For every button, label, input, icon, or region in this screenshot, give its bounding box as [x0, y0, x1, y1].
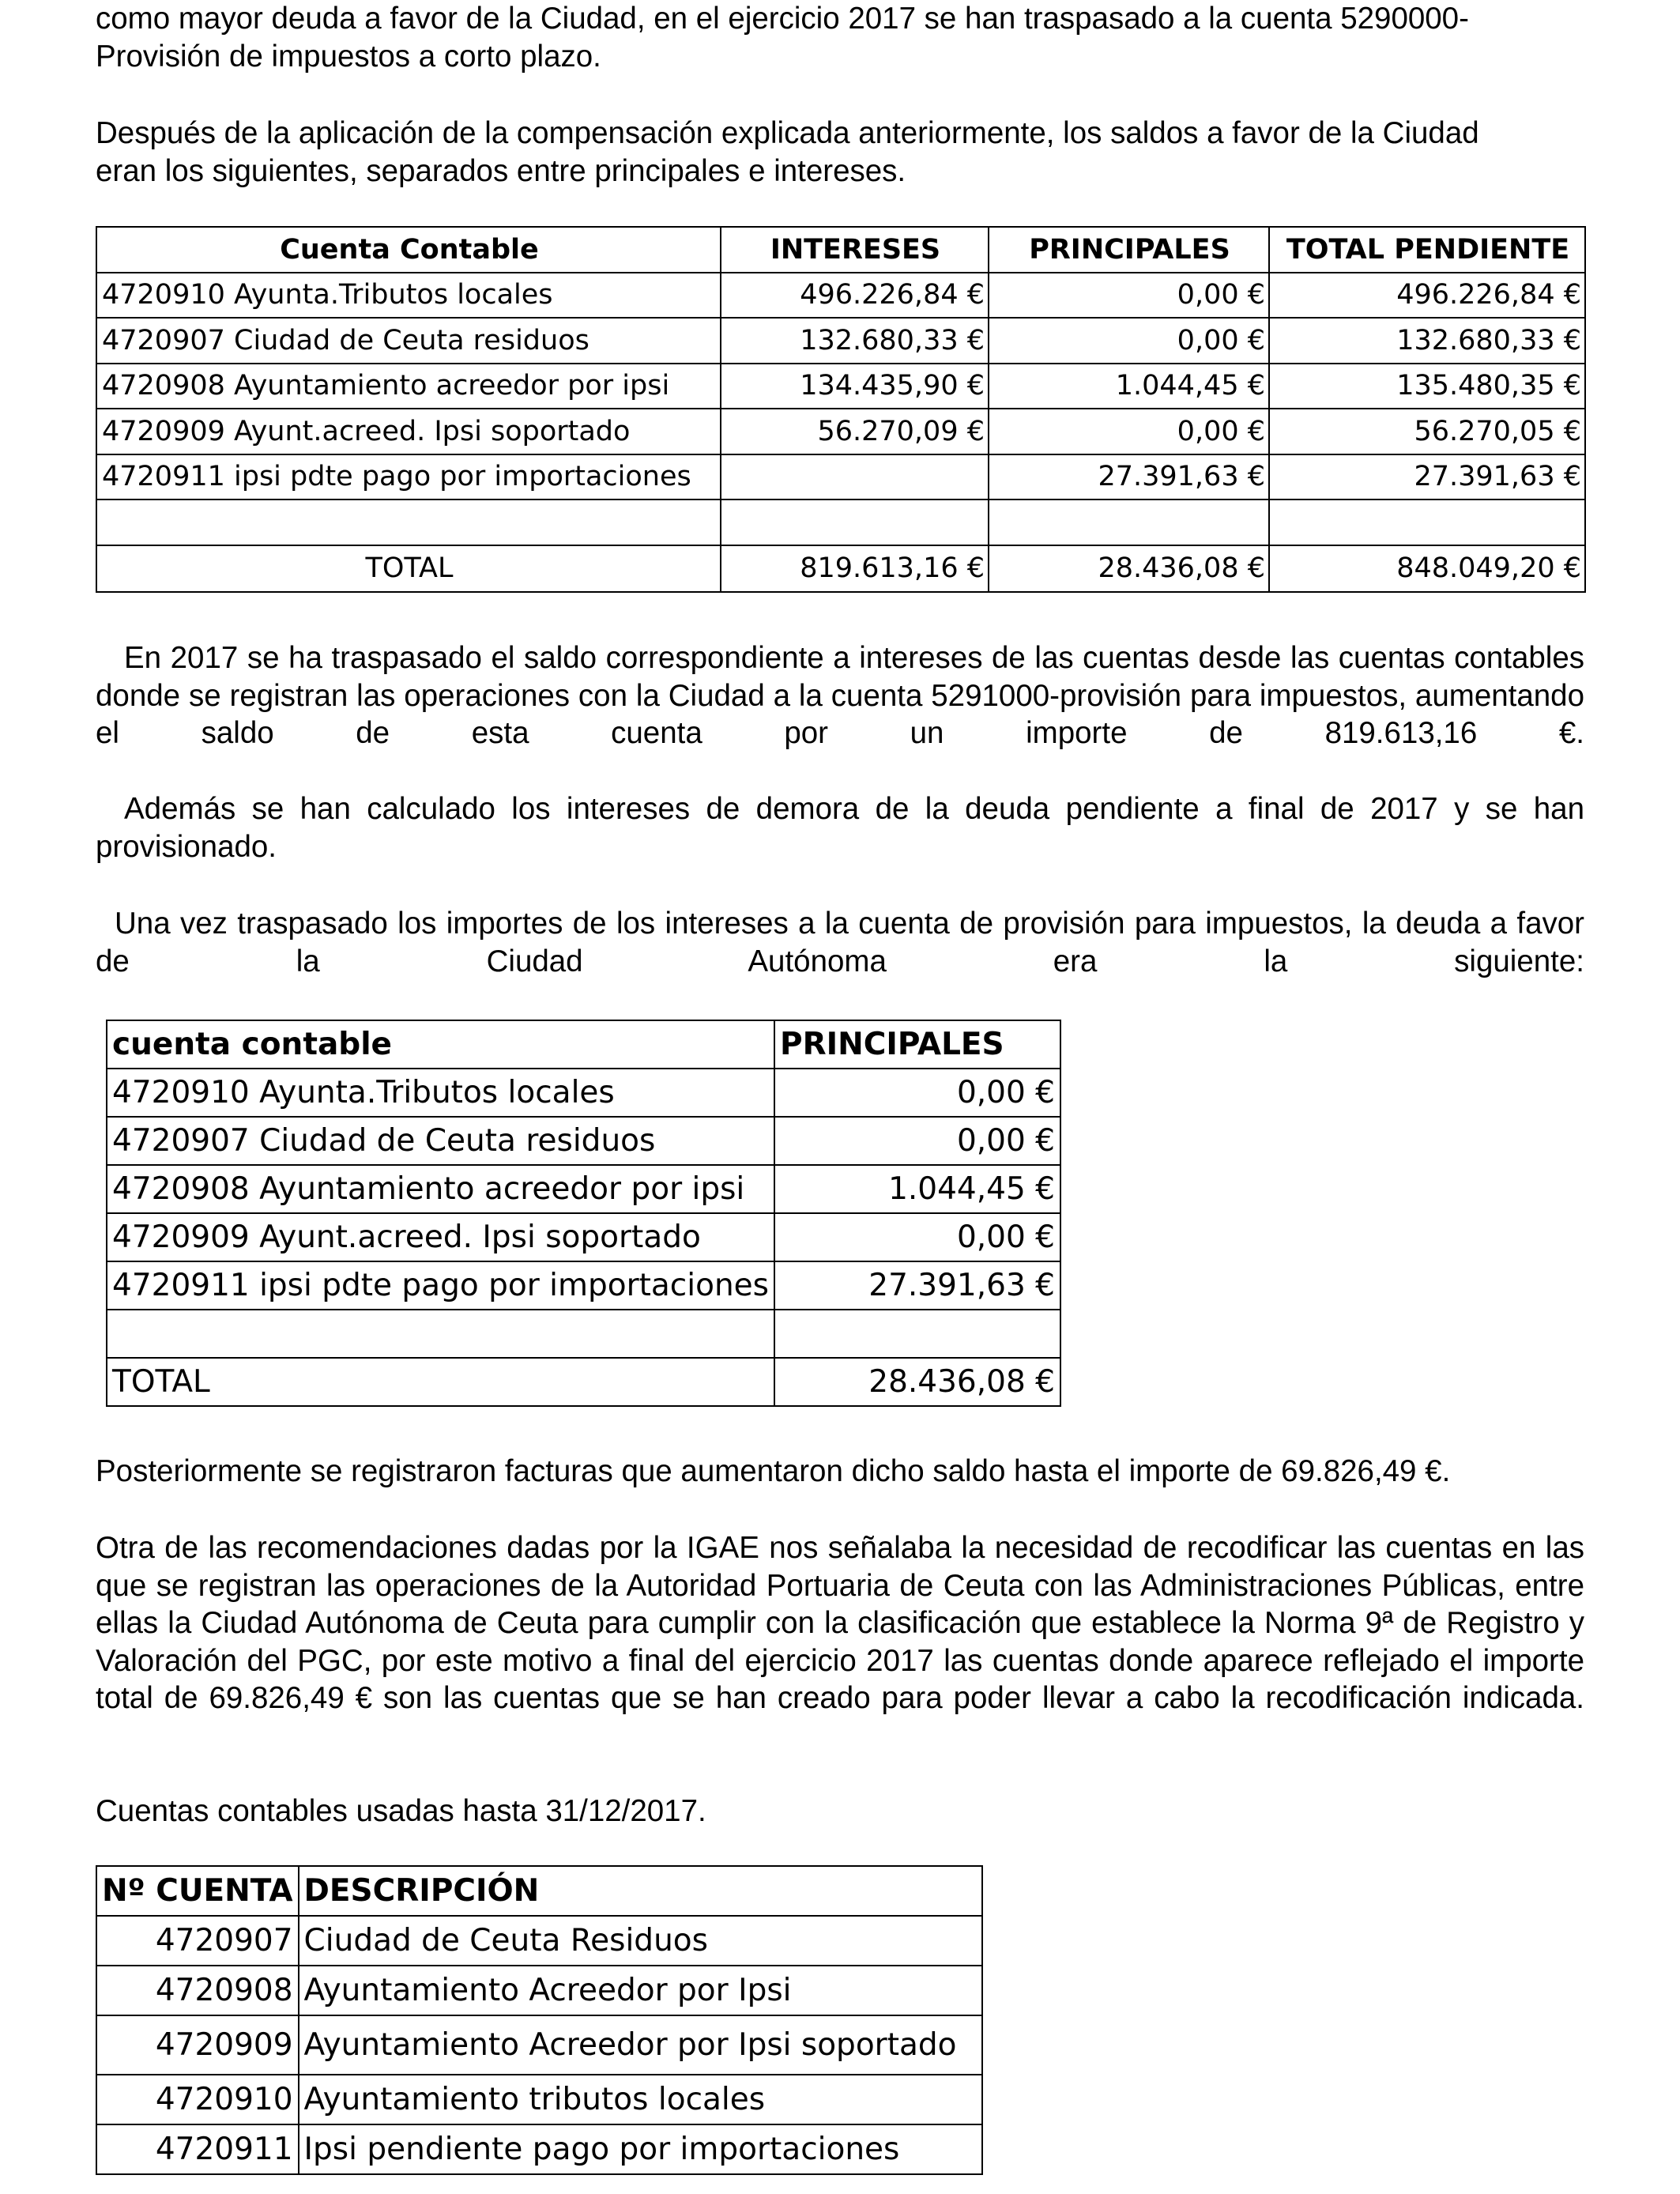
cell-description: Ayuntamiento Acreedor por Ipsi soportado [299, 2015, 982, 2075]
table-row [96, 2015, 982, 2075]
cell-account: 4720910 Ayunta.Tributos locales [96, 273, 721, 319]
cell-description: Ciudad de Ceuta Residuos [299, 1916, 982, 1966]
table-row [96, 409, 1585, 454]
table-row [96, 1966, 982, 2015]
total-row [96, 545, 1585, 592]
total-label: TOTAL [96, 545, 721, 592]
header-numero-cuenta: Nº CUENTA [96, 1866, 299, 1916]
cell-account: 4720909 Ayunt.acreed. Ipsi soportado [96, 409, 721, 454]
cell-account-number: 4720908 [96, 1966, 299, 2015]
table-row [107, 1261, 1060, 1310]
cell-principales: 0,00 € [774, 1213, 1060, 1261]
cell-intereses: 132.680,33 € [721, 318, 989, 364]
table-row [96, 364, 1585, 409]
total-principales: 28.436,08 € [989, 545, 1269, 592]
total-pendiente: 848.049,20 € [1269, 545, 1585, 592]
table-row [96, 454, 1585, 500]
paragraph-intro: como mayor deuda a favor de la Ciudad, en el ejercicio 2017 se han traspasado a la cuenta 5290000-Provisión de impuestos a corto plazo. [96, 2, 1469, 74]
table-row [96, 273, 1585, 319]
cell-principales: 0,00 € [989, 409, 1269, 454]
cell-description: Ayuntamiento tributos locales [299, 2075, 982, 2124]
paragraph-cuentas-usadas: Cuentas contables usadas hasta 31/12/2017. [96, 1794, 706, 1828]
cell-account: 4720909 Ayunt.acreed. Ipsi soportado [107, 1213, 774, 1261]
paragraph-deuda: Una vez traspasado los importes de los intereses a la cuenta de provisión para impuestos, la deuda a favor de la Ciudad Autónoma era la siguiente: [96, 907, 1584, 978]
header-intereses: INTERESES [721, 227, 989, 273]
cell-total: 135.480,35 € [1269, 364, 1585, 409]
cell-description: Ayuntamiento Acreedor por Ipsi [299, 1966, 982, 2015]
cell-account: 4720908 Ayuntamiento acreedor por ipsi [107, 1165, 774, 1213]
header-principales: PRINCIPALES [774, 1020, 1060, 1069]
total-intereses: 819.613,16 € [721, 545, 989, 592]
total-principales: 28.436,08 € [774, 1358, 1060, 1406]
table-row [96, 318, 1585, 364]
cell-principales: 0,00 € [989, 273, 1269, 319]
cell-account: 4720907 Ciudad de Ceuta residuos [107, 1117, 774, 1165]
cell-account: 4720911 ipsi pdte pago por importaciones [107, 1261, 774, 1310]
cell-intereses: 134.435,90 € [721, 364, 989, 409]
cell-intereses: 56.270,09 € [721, 409, 989, 454]
header-principales: PRINCIPALES [989, 227, 1269, 273]
table-header-row [107, 1020, 1060, 1069]
header-cuenta-contable: Cuenta Contable [96, 227, 721, 273]
header-cuenta-contable: cuenta contable [107, 1020, 774, 1069]
cell-total: 132.680,33 € [1269, 318, 1585, 364]
header-total-pendiente: TOTAL PENDIENTE [1269, 227, 1585, 273]
table-row [96, 2075, 982, 2124]
cuentas-table [96, 1865, 983, 2175]
cell-intereses: 496.226,84 € [721, 273, 989, 319]
balances-table [96, 226, 1586, 593]
table-row [107, 1165, 1060, 1213]
cell-account-number: 4720909 [96, 2015, 299, 2075]
table-header-row [96, 1866, 982, 1916]
cell-account: 4720907 Ciudad de Ceuta residuos [96, 318, 721, 364]
cell-principales: 27.391,63 € [989, 454, 1269, 500]
cell-description: Ipsi pendiente pago por importaciones [299, 2124, 982, 2174]
total-label: TOTAL [107, 1358, 774, 1406]
cell-account: 4720910 Ayunta.Tributos locales [107, 1069, 774, 1117]
cell-account: 4720911 ipsi pdte pago por importaciones [96, 454, 721, 500]
paragraph-balances: Después de la aplicación de la compensación explicada anteriormente, los saldos a favor de la Ciudad eran los siguientes, separados entre principales e intereses. [96, 116, 1479, 188]
cell-principales: 1.044,45 € [774, 1165, 1060, 1213]
cell-total: 496.226,84 € [1269, 273, 1585, 319]
empty-row [107, 1310, 1060, 1358]
principales-table [106, 1020, 1061, 1407]
cell-account-number: 4720911 [96, 2124, 299, 2174]
paragraph-traspaso: En 2017 se ha traspasado el saldo correspondiente a intereses de las cuentas desde las cuentas contables donde se registran las operaciones con la Ciudad a la cuenta 5291000-provisión para impuestos, aumentando el saldo de esta cuenta por un importe de 819.613,16 €. [96, 641, 1584, 750]
header-descripcion: DESCRIPCIÓN [299, 1866, 982, 1916]
cell-total: 56.270,05 € [1269, 409, 1585, 454]
table-row [107, 1117, 1060, 1165]
table-header-row [96, 227, 1585, 273]
paragraph-intereses-demora: Además se han calculado los intereses de demora de la deuda pendiente a final de 2017 y se han provisionado. [96, 792, 1584, 864]
table-row [96, 1916, 982, 1966]
table-row [96, 2124, 982, 2174]
cell-account-number: 4720907 [96, 1916, 299, 1966]
cell-total: 27.391,63 € [1269, 454, 1585, 500]
cell-principales: 0,00 € [774, 1069, 1060, 1117]
cell-principales: 0,00 € [774, 1117, 1060, 1165]
cell-principales: 0,00 € [989, 318, 1269, 364]
cell-principales: 1.044,45 € [989, 364, 1269, 409]
paragraph-igae: Otra de las recomendaciones dadas por la IGAE nos señalaba la necesidad de recodificar las cuentas en las que se registran las operaciones de la Autoridad Portuaria de Ceuta con las Administraciones Públicas, entre ellas la Ciudad Autónoma de Ceuta para cumplir con la clasificación que establece la Norma 9ª de Registro y Valoración del PGC, por este motivo a final del ejercicio 2017 las cuentas donde aparece reflejado el importe total de 69.826,49 € son las cuentas que se han creado para poder llevar a cabo la recodificación indicada. [96, 1531, 1584, 1715]
cell-account-number: 4720910 [96, 2075, 299, 2124]
total-row [107, 1358, 1060, 1406]
cell-account: 4720908 Ayuntamiento acreedor por ipsi [96, 364, 721, 409]
empty-row [96, 499, 1585, 545]
paragraph-facturas: Posteriormente se registraron facturas que aumentaron dicho saldo hasta el importe de 69.826,49 €. [96, 1454, 1451, 1488]
cell-intereses [721, 454, 989, 500]
cell-principales: 27.391,63 € [774, 1261, 1060, 1310]
table-row [107, 1213, 1060, 1261]
table-row [107, 1069, 1060, 1117]
